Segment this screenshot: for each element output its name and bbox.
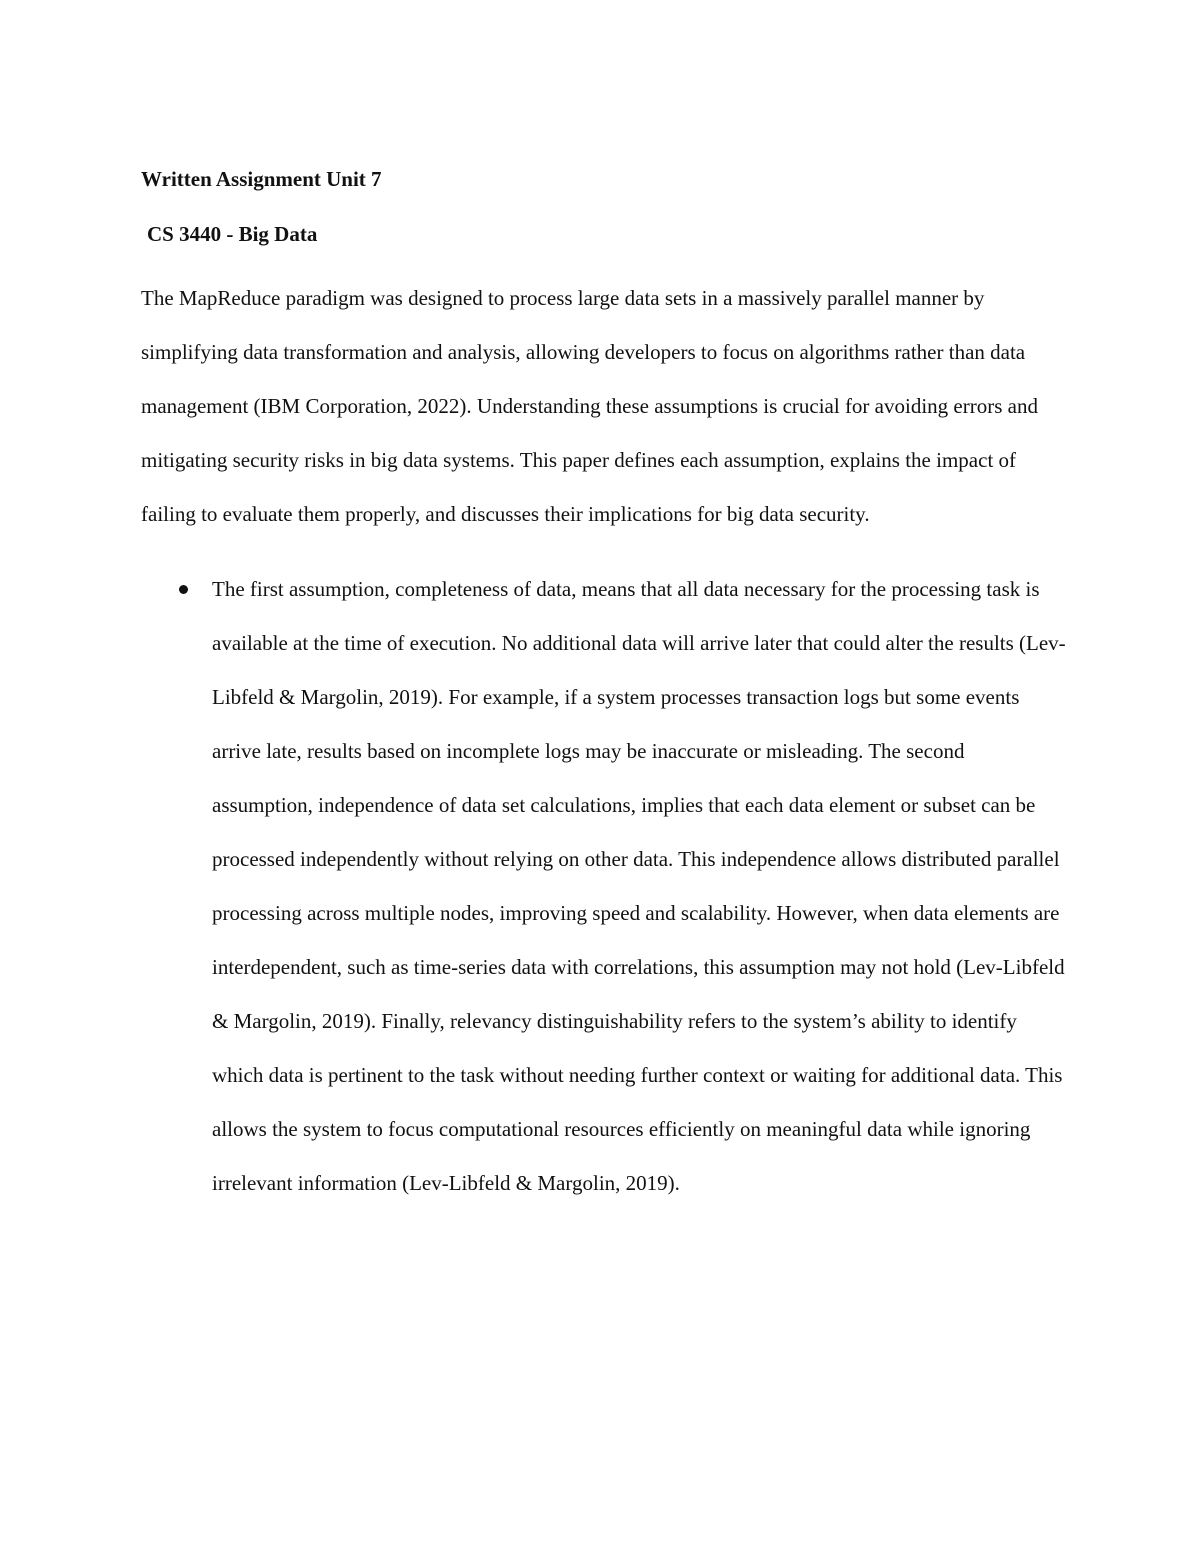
course-title: CS 3440 - Big Data [147,222,318,246]
bullet-icon [179,585,188,594]
list-item [141,562,1066,1210]
document-title: Written Assignment Unit 7 [141,167,382,191]
document-body [141,162,1066,1210]
list-item-text: The first assumption, completeness of data, means that all data necessary for the processing task is available at the time of execution. No additional data will arrive later that could alter the results (Lev-Libfeld & Margolin, 2019). For example, if a system processes transaction logs but some events arrive late, results based on incomplete logs may be inaccurate or misleading. The second assumption, independence of data set calculations, implies that each data element or subset can be processed independently without relying on other data. This independence allows distributed parallel processing across multiple nodes, improving speed and scalability. However, when data elements are interdependent, such as time-series data with correlations, this assumption may not hold (Lev-Libfeld & Margolin, 2019). Finally, relevancy distinguishability refers to the system’s ability to identify which data is pertinent to the task without needing further context or waiting for additional data. This allows the system to focus computational resources efficiently on meaningful data while ignoring irrelevant information (Lev-Libfeld & Margolin, 2019). [212,577,1066,1195]
intro-paragraph: The MapReduce paradigm was designed to process large data sets in a massively parallel manner by simplifying data transformation and analysis, allowing developers to focus on algorithms rather than data management (IBM Corporation, 2022). Understanding these assumptions is crucial for avoiding errors and mitigating security risks in big data systems. This paper defines each assumption, explains the impact of failing to evaluate them properly, and discusses their implications for big data security. [141,286,1038,526]
assumptions-list [141,562,1066,1210]
